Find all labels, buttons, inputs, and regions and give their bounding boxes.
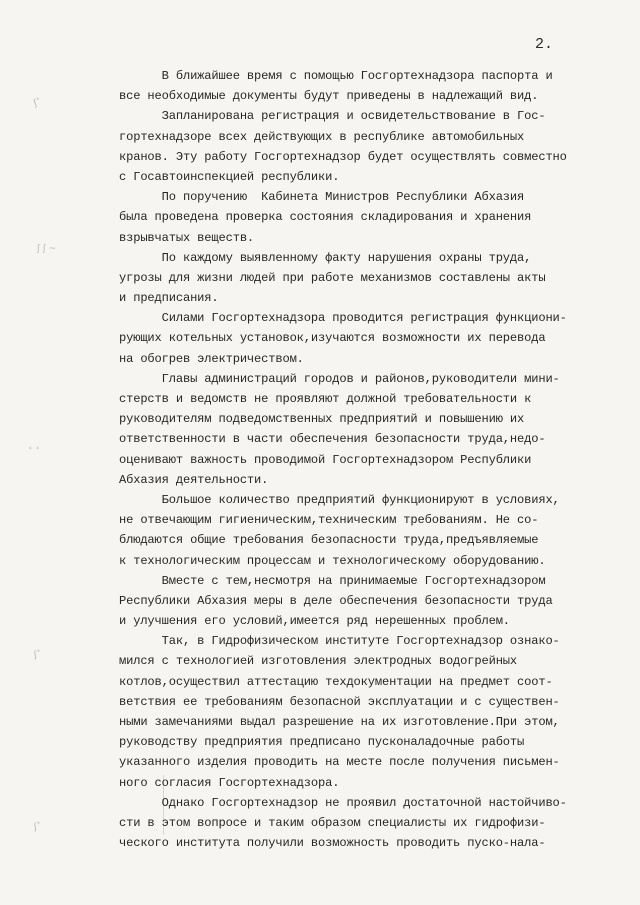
body-text xyxy=(119,66,604,853)
text-line: кранов. Эту работу Госгортехнадзор будет осуществлять совместно xyxy=(119,149,567,164)
text-line: блюдаются общие требования безопасности труда,предъявляемые xyxy=(119,533,539,548)
margin-mark: ʃ˃ xyxy=(33,649,43,661)
text-line: ответственности в части обеспечения безопасности труда,недо- xyxy=(119,432,546,447)
text-line: гортехнадзоре всех действующих в республике автомобильных xyxy=(119,129,525,144)
text-line: к технологическим процессам и технологическому оборудованию. xyxy=(119,553,546,568)
margin-mark: ʃ ʃ ~ xyxy=(37,244,57,254)
text-line: Силами Госгортехнадзора проводится регистрация функциони- xyxy=(119,311,567,326)
text-line: В ближайшее время с помощью Госгортехнадзора паспорта и xyxy=(119,69,553,83)
text-line: ветствия ее требованиям безопасной эксплуатации и с существен- xyxy=(119,694,560,709)
text-line: По каждому выявленному факту нарушения охраны труда, xyxy=(119,250,532,265)
text-line: угрозы для жизни людей при работе механизмов составлены акты xyxy=(119,270,546,285)
text-line: с Госавтоинспекцией республики. xyxy=(119,169,340,184)
text-line: оценивают важность проводимой Госгортехнадзором Республики xyxy=(119,452,532,467)
text-line: на обогрев электричеством. xyxy=(119,351,304,366)
text-line: Абхазия деятельности. xyxy=(119,472,269,487)
text-line: рующих котельных установок,изучаются возможности их перевода xyxy=(119,331,546,346)
text-line: и предписания. xyxy=(119,291,219,306)
text-line: Запланирована регистрация и освидетельствование в Гос- xyxy=(119,109,546,124)
text-line: руководству предприятия предписано пусконаладочные работы xyxy=(119,735,525,750)
text-line: стерств и ведомств не проявляют должной требовательности к xyxy=(119,392,532,406)
text-line: Так, в Гидрофизическом институте Госгортехнадзор ознако- xyxy=(119,634,560,649)
text-line: и улучшения его условий,имеется ряд нерешенных проблем. xyxy=(119,614,510,629)
text-line: сти в этом вопросе и таким образом специалисты их гидрофизи- xyxy=(119,815,546,830)
text-line: взрывчатых веществ. xyxy=(119,230,255,245)
margin-mark: ʃ˃ xyxy=(32,97,44,109)
text-line: котлов,осуществил аттестацию техдокументации на предмет соот- xyxy=(119,674,553,689)
text-line: По поручению Кабинета Министров Республики Абхазия xyxy=(119,190,525,205)
text-line: Вместе с тем,несмотря на принимаемые Госгортехнадзором xyxy=(119,573,546,588)
text-line: указанного изделия проводить на месте после получения письмен- xyxy=(119,755,560,770)
text-line: Республики Абхазия меры в деле обеспечения безопасности труда xyxy=(119,593,553,608)
margin-mark: ʃ˃ xyxy=(33,821,43,833)
text-line: Однако Госгортехнадзор не проявил достаточной настойчиво- xyxy=(119,795,567,810)
text-line: ческого института получили возможность проводить пуско-нала- xyxy=(119,836,546,851)
page-number: 2. xyxy=(535,36,554,53)
text-line: все необходимые документы будут приведены в надлежащий вид. xyxy=(119,89,539,104)
text-line: руководителям подведомственных предприятий и повышению их xyxy=(119,412,525,427)
text-line: мился с технологией изготовления электродных водогрейных xyxy=(119,654,518,669)
text-line: ного согласия Госгортехнадзора. xyxy=(119,775,340,790)
text-line: Большое количество предприятий функционируют в условиях, xyxy=(119,492,560,507)
text-line: ными замечаниями выдал разрешение на их изготовление.При этом, xyxy=(119,715,560,729)
text-line: была проведена проверка состояния складирования и хранения xyxy=(119,210,532,225)
text-line: Главы администраций городов и районов,руководители мини- xyxy=(119,371,560,386)
margin-mark: ˂ ˂ xyxy=(28,447,40,457)
text-line: не отвечающим гигиеническим,техническим требованиям. Не со- xyxy=(119,513,539,528)
